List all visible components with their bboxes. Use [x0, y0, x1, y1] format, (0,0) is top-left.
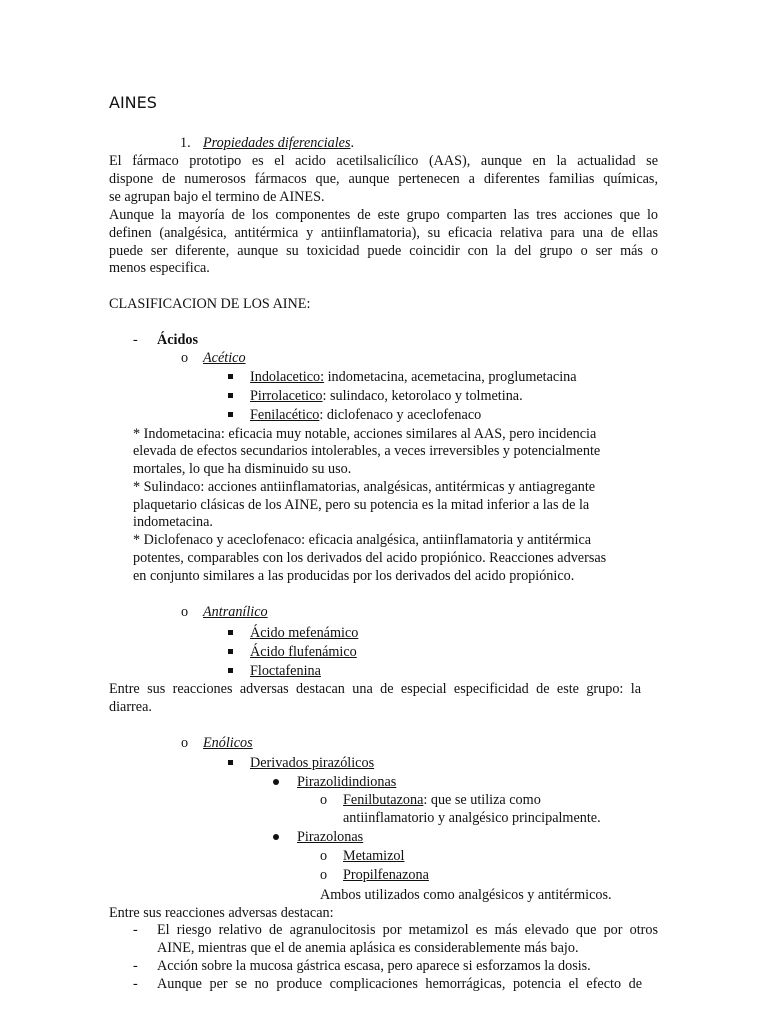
note-line-1: * Indometacina: eficacia muy notable, acciones similares al AAS, pero incidencia [133, 426, 597, 442]
antranilico-item-3: Floctafenina [250, 663, 321, 679]
fenilbutazona-line-2: antiinflamatorio y analgésico principalmente. [343, 810, 601, 826]
antranilico-item-1: Ácido mefenámico [250, 625, 359, 641]
dash-bullet: - [133, 332, 138, 348]
acidos-label: Ácidos [157, 332, 198, 348]
antranilico-after-1: Entre sus reacciones adversas destacan una de especial especificidad de este grupo: la [109, 681, 641, 697]
acetico-item-1: Indolacetico: indometacina, acemetacina, proglumetacina [250, 369, 577, 385]
section-number: 1. [180, 135, 191, 151]
square-bullet [228, 630, 233, 635]
note-line-9: en conjunto similares a las producidas por los derivados del acido propiónico. [133, 568, 575, 584]
circle-bullet: o [181, 350, 189, 366]
antranilico-item-2: Ácido flufenámico [250, 644, 357, 660]
note-line-4: * Sulindaco: acciones antiinflamatorias, analgésicas, antitérmicas y antiagregante [133, 479, 596, 495]
enolicos-label: Enólicos [203, 735, 253, 751]
square-bullet [228, 412, 233, 417]
dash-bullet: - [133, 958, 138, 974]
acetico-item-3: Fenilacético: diclofenaco y aceclofenaco [250, 407, 482, 423]
p1-line-2: dispone de numerosos fármacos que, aunque pertenecen a diferentes familias químicas, [109, 171, 658, 187]
metamizol: Metamizol [343, 848, 405, 864]
round-bullet [273, 834, 279, 840]
circle-bullet: o [181, 604, 189, 620]
circle-bullet: o [181, 735, 189, 751]
antranilico-after-2: diarrea. [109, 699, 152, 715]
reaccion-3-line-1: Aunque per se no produce complicaciones hemorrágicas, potencia el efecto de [157, 976, 642, 992]
p2-line-1: Aunque la mayoría de los componentes de este grupo comparten las tres acciones que lo [109, 207, 658, 223]
pirazolidindionas: Pirazolidindionas [297, 774, 397, 790]
p1-line-3: se agrupan bajo el termino de AINES. [109, 189, 325, 205]
note-line-2: elevada de efectos secundarios intolerables, a veces irreversibles y potencialmente [133, 443, 601, 459]
square-bullet [228, 649, 233, 654]
dash-bullet: - [133, 922, 138, 938]
square-bullet [228, 760, 233, 765]
square-bullet [228, 668, 233, 673]
square-bullet [228, 393, 233, 398]
note-line-5: plaquetario clásicas de los AINE, pero su potencia es la mitad inferior a las de la [133, 497, 590, 513]
fenilbutazona-line: Fenilbutazona: que se utiliza como [343, 792, 541, 808]
reaccion-1-line-2: AINE, mientras que el de anemia aplásica es considerablemente más bajo. [157, 940, 579, 956]
dash-bullet: - [133, 976, 138, 992]
reaccion-2-line-1: Acción sobre la mucosa gástrica escasa, pero aparece si esforzamos la dosis. [157, 958, 591, 974]
derivados-pirazolicos: Derivados pirazólicos [250, 755, 375, 771]
section-heading: Propiedades diferenciales. [203, 135, 355, 151]
circle-bullet: o [320, 867, 328, 883]
ambos-note: Ambos utilizados como analgésicos y antitérmicos. [320, 887, 612, 903]
circle-bullet: o [320, 848, 328, 864]
round-bullet [273, 779, 279, 785]
reacciones-intro: Entre sus reacciones adversas destacan: [109, 905, 334, 921]
antranilico-label: Antranílico [203, 604, 268, 620]
pirazolonas: Pirazolonas [297, 829, 364, 845]
square-bullet [228, 374, 233, 379]
clasificacion-heading: CLASIFICACION DE LOS AINE: [109, 296, 311, 312]
propilfenazona: Propilfenazona [343, 867, 429, 883]
p2-line-2: definen (analgésica, antitérmica y antiinflamatoria), su eficacia relativa para una de ellas [109, 225, 658, 241]
acetico-label: Acético [203, 350, 246, 366]
circle-bullet: o [320, 792, 328, 808]
section-heading-text: Propiedades diferenciales [203, 135, 351, 151]
p1-line-1: El fármaco prototipo es el acido acetilsalicílico (AAS), aunque en la actualidad se [109, 153, 658, 169]
note-line-6: indometacina. [133, 514, 213, 530]
p2-line-4: menos especifica. [109, 260, 210, 276]
note-line-3: mortales, lo que ha disminuido su uso. [133, 461, 352, 477]
note-line-8: potentes, comparables con los derivados del acido propiónico. Reacciones adversas [133, 550, 607, 566]
p2-line-3: puede ser diferente, aunque su toxicidad puede coincidir con la del grupo o ser más o [109, 243, 658, 259]
note-line-7: * Diclofenaco y aceclofenaco: eficacia analgésica, antiinflamatoria y antitérmica [133, 532, 592, 548]
acetico-item-2: Pirrolacetico: sulindaco, ketorolaco y tolmetina. [250, 388, 523, 404]
document-title: AINES [109, 93, 157, 112]
reaccion-1-line-1: El riesgo relativo de agranulocitosis por metamizol es más elevado que por otros [157, 922, 658, 938]
